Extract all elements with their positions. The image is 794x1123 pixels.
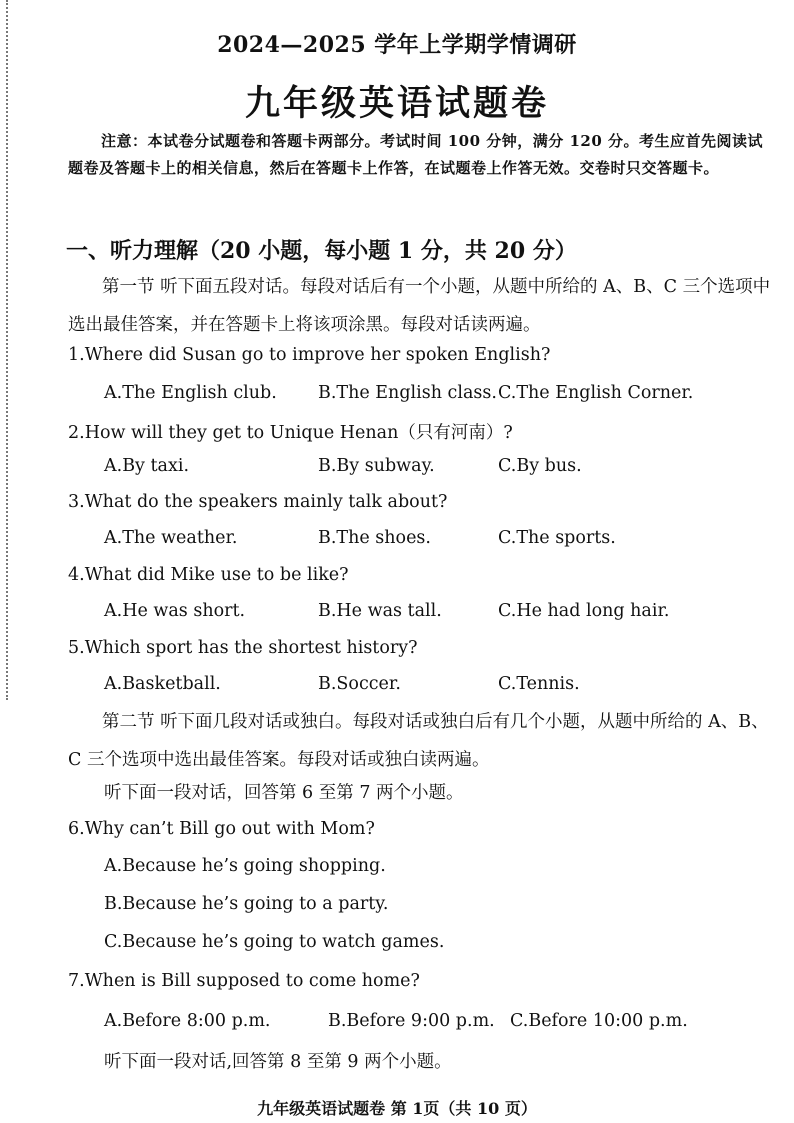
question-7-option-b: B.Before 9:00 p.m. bbox=[328, 1011, 495, 1031]
question-3-option-c: C.The sports. bbox=[498, 528, 616, 548]
exam-term-heading: 2024—2025 学年上学期学情调研 bbox=[217, 32, 577, 58]
question-6-option-a: A.Because he’s going shopping. bbox=[104, 856, 386, 876]
question-6-option-c: C.Because he’s going to watch games. bbox=[104, 932, 445, 952]
question-6-stem: 6.Why can’t Bill go out with Mom? bbox=[68, 819, 375, 839]
page-footer: 九年级英语试题卷 第 1页（共 10 页） bbox=[257, 1099, 537, 1118]
question-5-stem: 5.Which sport has the shortest history? bbox=[68, 638, 418, 658]
question-7-option-c: C.Before 10:00 p.m. bbox=[510, 1011, 688, 1031]
question-4-option-a: A.He was short. bbox=[104, 601, 246, 621]
exam-title: 九年级英语试题卷 bbox=[244, 83, 549, 124]
question-7-stem: 7.When is Bill supposed to come home? bbox=[68, 971, 420, 991]
question-1-option-a: A.The English club. bbox=[104, 383, 277, 403]
question-2-option-c: C.By bus. bbox=[498, 456, 582, 476]
question-3-stem: 3.What do the speakers mainly talk about? bbox=[68, 492, 448, 512]
question-2-option-a: A.By taxi. bbox=[104, 456, 190, 476]
question-4-option-b: B.He was tall. bbox=[318, 601, 442, 621]
question-5-option-a: A.Basketball. bbox=[104, 674, 221, 694]
question-4-stem: 4.What did Mike use to be like? bbox=[68, 565, 349, 585]
question-4-option-c: C.He had long hair. bbox=[498, 601, 670, 621]
dialogue-instruction-6-7: 听下面一段对话，回答第 6 至第 7 两个小题。 bbox=[104, 783, 464, 803]
question-1-option-b: B.The English class. bbox=[318, 383, 497, 403]
question-5-option-b: B.Soccer. bbox=[318, 674, 401, 694]
question-2-option-b: B.By subway. bbox=[318, 456, 435, 476]
question-3-option-a: A.The weather. bbox=[104, 528, 238, 548]
dialogue-instruction-8-9: 听下面一段对话,回答第 8 至第 9 两个小题。 bbox=[104, 1052, 452, 1072]
question-5-option-c: C.Tennis. bbox=[498, 674, 580, 694]
question-2-stem: 2.How will they get to Unique Henan（只有河南）? bbox=[68, 423, 513, 443]
question-6-option-b: B.Because he’s going to a party. bbox=[104, 894, 389, 914]
exam-notice: 注意：本试卷分试题卷和答题卡两部分。考试时间 100 分钟，满分 120 分。考生应首先阅读试题卷及答题卡上的相关信息，然后在答题卡上作答，在试题卷上作答无效。交卷时只交答题卡。 bbox=[68, 132, 764, 177]
question-1-stem: 1.Where did Susan go to improve her spoken English? bbox=[68, 345, 551, 365]
question-1-option-c: C.The English Corner. bbox=[498, 383, 694, 403]
section-heading-listening: 一、听力理解（20 小题，每小题 1 分，共 20 分） bbox=[66, 238, 577, 264]
question-3-option-b: B.The shoes. bbox=[318, 528, 431, 548]
question-7-option-a: A.Before 8:00 p.m. bbox=[104, 1011, 271, 1031]
part2-instructions: 第二节 听下面几段对话或独白。每段对话或独白后有几个小题，从题中所给的 A、B、C 三个选项中选出最佳答案。每段对话或独白读两遍。 bbox=[68, 712, 769, 770]
part1-instructions: 第一节 听下面五段对话。每段对话后有一个小题，从题中所给的 A、B、C 三个选项中选出最佳答案，并在答题卡上将该项涂黑。每段对话读两遍。 bbox=[68, 277, 771, 335]
